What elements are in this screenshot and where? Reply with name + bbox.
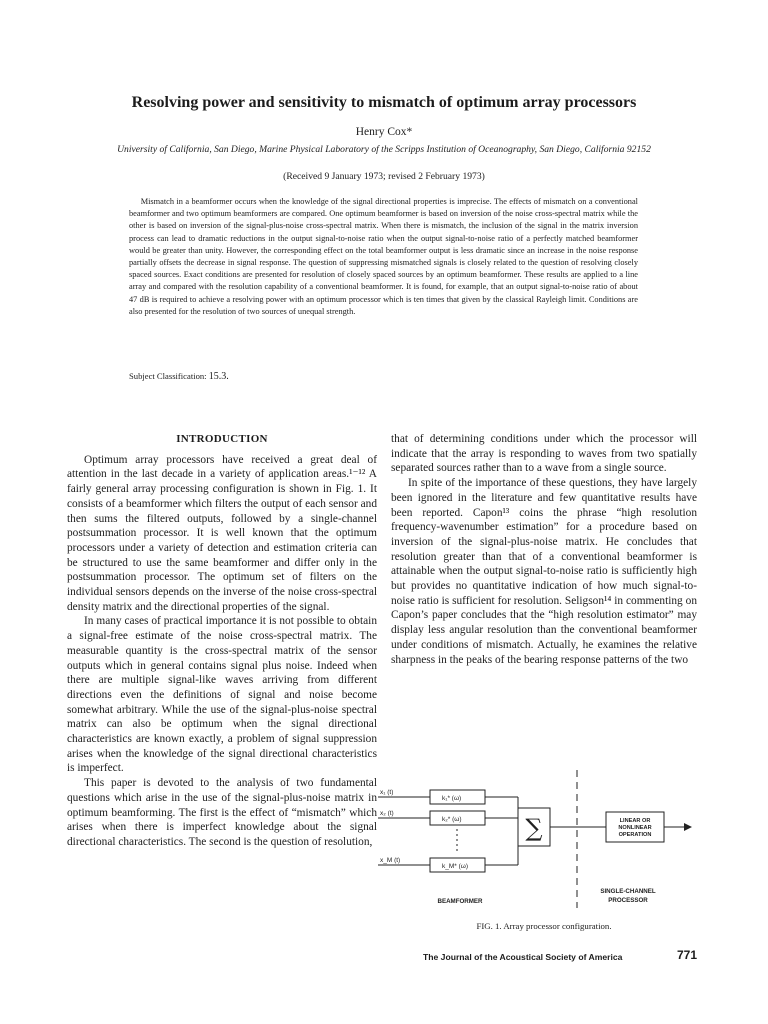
author-name: Henry Cox*	[355, 126, 413, 138]
figure-array-processor	[368, 766, 698, 916]
input-label-m: x_M (t)	[380, 857, 401, 864]
paragraph: This paper is devoted to the analysis of two fundamental questions which arise in the use of the signal-plus-noise matrix in optimum beamforming. The first is the effect of “mismatch” which arises when there is imperfect knowledge about the signal directional characteristics. The second is the question of resolution,	[67, 777, 377, 848]
paragraph: Optimum array processors have received a great deal of attention in the last decade in a variety of application areas.¹⁻¹² A fairly general array processing configuration is shown in Fig. 1. It consists of a beamformer which filters the output of each sensor and then sums the filtered outputs, followed by a single-channel postsummation processor. It is well known that the optimum processors under a variety of detection and estimation criteria can be structured to use the same beamformer and differ only in the postsummation processor. The optimum set of filters on the individual sensors depends on the inverse of the noise cross-spectral density matrix and the directional properties of the signal.	[67, 453, 377, 613]
input-label-1: x₁ (t)	[380, 789, 394, 796]
right-column	[391, 432, 697, 667]
paragraph: In many cases of practical importance it is not possible to obtain a signal-free estimate of the noise cross-spectral matrix. The measurable quantity is the cross-spectral matrix of the sensor outputs which in general contains signal plus noise. Indeed when there are multiple signal-like waves arriving from different directions even the definitions of signal and noise become somewhat arbitrary. While the use of the signal-plus-noise spectral matrix can also be optimum when the signal directional characteristics are known exactly, a problem of signal suppression arises when the knowledge of the signal directional characteristics is imperfect.	[67, 615, 377, 775]
paper-title: Resolving power and sensitivity to mismatch of optimum array processors	[131, 94, 637, 111]
received-dates: (Received 9 January 1973; revised 2 February 1973)	[283, 171, 485, 182]
subject-classification	[129, 370, 229, 383]
filter-label-1: k₁* (ω)	[442, 795, 462, 802]
paragraph: that of determining conditions under which the processor will indicate that the array is responding to waves from two spatially separated sources rather than to a wave from a single source.	[391, 433, 697, 475]
figure-caption: FIG. 1. Array processor configuration.	[476, 921, 612, 931]
input-label-2: x₂ (t)	[380, 810, 394, 817]
sum-symbol: ∑	[525, 814, 543, 842]
author-affiliation: University of California, San Diego, Marine Physical Laboratory of the Scripps Institution of Oceanography, San Diego, California 92152	[117, 144, 651, 155]
abstract-text: Mismatch in a beamformer occurs when the knowledge of the signal directional properties is imprecise. The effects of mismatch on a conventional beamformer and two optimum beamformers are compared. One optimum beamformer is based on inversion of the noise cross-spectral matrix while the other is based on inversion of the signal-plus-noise cross-spectral matrix. When there is mismatch, the inclusion of the signal in the matrix inversion process can lead to dramatic reductions in the output signal-to-noise ratio when the output signal-to-noise ratio of a perfectly matched beamformer would be greater than unity. However, the corresponding effect on the total beamformer output is less dramatic since an increase in the noise response partially offsets the decrease in signal response. The question of suppressing mismatched signals is closely related to the question of resolving closely spaced sources. Exact conditions are presented for resolution of closely spaced sources by an optimum beamformer. These results are applied to a line array and compared with the resolution capability of a conventional beamformer. It is found, for example, that an output signal-to-noise ratio of about 47 dB is required to achieve a resolving power with an optimum processor which is ten times that given by the classical Rayleigh limit. Conditions are also presented for the resolution of two sources of unequal strength.	[129, 197, 638, 316]
subject-label: Subject Classification:	[129, 371, 207, 381]
subject-value: 15.3.	[208, 371, 229, 382]
filter-label-2: k₂* (ω)	[442, 816, 462, 823]
single-channel-label: SINGLE-CHANNEL	[600, 888, 656, 895]
op-label-line: OPERATION	[618, 832, 652, 838]
block-diagram	[368, 766, 698, 916]
abstract	[129, 196, 638, 318]
paragraph: In spite of the importance of these questions, they have largely been ignored in the literature and few quantitative results have been reported. Capon¹³ coins the phrase “high resolution frequency-wavenumber estimation” for a procedure based on inversion of the signal-plus-noise matrix. He concludes that resolution greater than that of a conventional beamformer is attainable when the output signal-to-noise ratio is sufficiently high but provides no quantitative indication of how much signal-to-noise ratio is sufficient for resolution. Seligson¹⁴ in commenting on Capon’s paper concludes that the “high resolution estimator” may display less angular resolution than the conventional beamformer under conditions of mismatch. Actually, he examines the relative sharpness in the peaks of the bearing response patterns of the two	[391, 477, 697, 666]
beamformer-label: BEAMFORMER	[437, 898, 483, 905]
op-label-line: LINEAR OR	[619, 818, 651, 824]
journal-name: The Journal of the Acoustical Society of America	[423, 952, 623, 962]
single-channel-label: PROCESSOR	[608, 897, 648, 904]
filter-label-m: k_M* (ω)	[442, 863, 469, 870]
section-heading: INTRODUCTION	[176, 433, 268, 445]
page-number: 771	[677, 948, 698, 962]
op-label-line: NONLINEAR	[618, 825, 652, 831]
output-arrow-icon	[684, 823, 692, 831]
left-column	[67, 432, 377, 850]
